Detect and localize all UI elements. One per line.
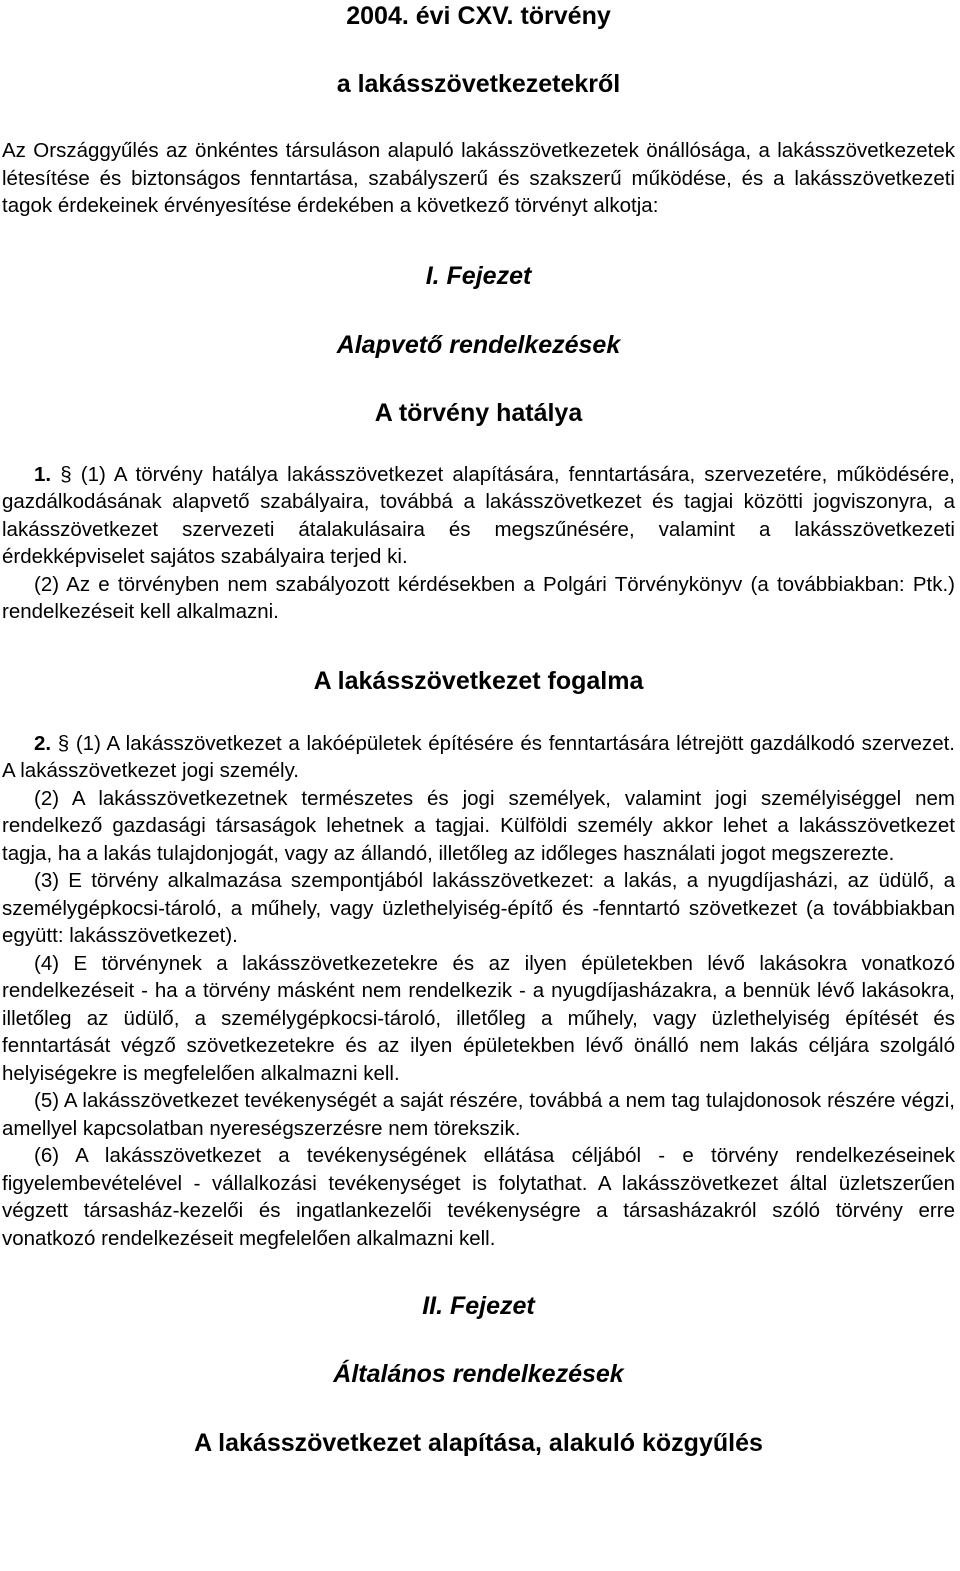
chapter-1-title: Alapvető rendelkezések [336, 330, 621, 359]
section-1-paragraph-2: (2) Az e törvényben nem szabályozott kérdésekben a Polgári Törvénykönyv (a továbbiakban: Ptk.) rendelkezéseit kell alkalmazni. [2, 572, 955, 623]
section-2-paragraph-3: (3) E törvény alkalmazása szempontjából lakásszövetkezet: a lakás, a nyugdíjasházi, az üdülő, a személygépkocsi-tároló, a műhely, vagy üzlethelyiség-építő és -fenntartó szövetkezet (a továbbiakban együtt: lakásszövetkezet). [2, 869, 955, 947]
law-title: 2004. évi CXV. törvény [346, 2, 611, 30]
section-1-p1-text: (1) A törvény hatálya lakásszövetkezet alapítására, fenntartására, szervezetére, működésére, gazdálkodásának alapvető szabályaira, továbbá a lakásszövetkezet és tagjai közötti jogviszonyra, a lakásszövetkezet szervezeti átalakulásaira és megszűnésére, valamint a lakásszövetkezeti érdekképviselet sajátos szabályaira terjed ki. [2, 462, 955, 568]
chapter-2-number: II. Fejezet [422, 1292, 535, 1320]
section-heading-scope: A törvény hatálya [374, 398, 583, 427]
section-1-paragraph-1 [2, 461, 955, 571]
section-1-mark: § [60, 462, 72, 486]
preamble: Az Országgyűlés az önkéntes társuláson alapuló lakásszövetkezetek önállósága, a lakásszövetkezetek létesítése és biztonságos fenntartása, szabályszerű és szakszerű működése, és a lakásszövetkezeti tagok érdekeinek érvényesítése érdekében a következő törvényt alkotja: [2, 139, 955, 217]
section-1-number: 1. [34, 462, 52, 486]
chapter-1-number: I. Fejezet [425, 261, 532, 290]
section-heading-founding: A lakásszövetkezet alapítása, alakuló közgyűlés [194, 1429, 763, 1457]
section-2-paragraph-6: (6) A lakásszövetkezet a tevékenységének ellátása céljából - e törvény rendelkezéseinek figyelembevételével - vállalkozási tevékenységet is folytathat. A lakásszövetkezet által üzletszerűen végzett társasház-kezelői és ingatlankezelői tevékenységre a társasházakról szóló törvény erre vonatkozó rendelkezéseit megfelelően alkalmazni kell. [2, 1144, 955, 1250]
section-2-paragraph-1 [2, 730, 955, 785]
section-2-paragraph-4: (4) E törvénynek a lakásszövetkezetekre és az ilyen épületekben lévő lakásokra vonatkozó rendelkezéseit - ha a törvény másként nem rendelkezik - a nyugdíjasházakra, a bennük lévő lakásokra, illetőleg az üdülő, a személygépkocsi-tároló, illetőleg a műhely, vagy üzlethelyiség építését és fenntartását végző szövetkezetekre és az ilyen épületekben lévő önálló nem lakás céljára szolgáló helyiségekre is megfelelően alkalmazni kell. [2, 951, 955, 1085]
law-subtitle: a lakásszövetkezetekről [336, 70, 621, 98]
section-2-p1-text: (1) A lakásszövetkezet a lakóépületek építésére és fenntartására létrejött gazdálkodó szervezet. A lakásszövetkezet jogi személy. [2, 731, 956, 782]
section-2-paragraph-2: (2) A lakásszövetkezetnek természetes és jogi személyek, valamint jogi személyiséggel nem rendelkező gazdasági társaságok lehetnek a tagjai. Külföldi személy akkor lehet a lakásszövetkezet tagja, ha a lakás tulajdonjogát, vagy az állandó, illetőleg az időleges használati jogot megszerezte. [2, 786, 955, 865]
section-heading-definition: A lakásszövetkezet fogalma [313, 666, 644, 695]
section-2-number: 2. [34, 731, 52, 755]
section-2-paragraph-5: (5) A lakásszövetkezet tevékenységét a saját részére, továbbá a nem tag tulajdonosok részére végzi, amellyel kapcsolatban nyereségszerzésre nem törekszik. [2, 1089, 955, 1140]
section-2-mark: § [57, 731, 70, 755]
chapter-2-title: Általános rendelkezések [333, 1360, 624, 1388]
